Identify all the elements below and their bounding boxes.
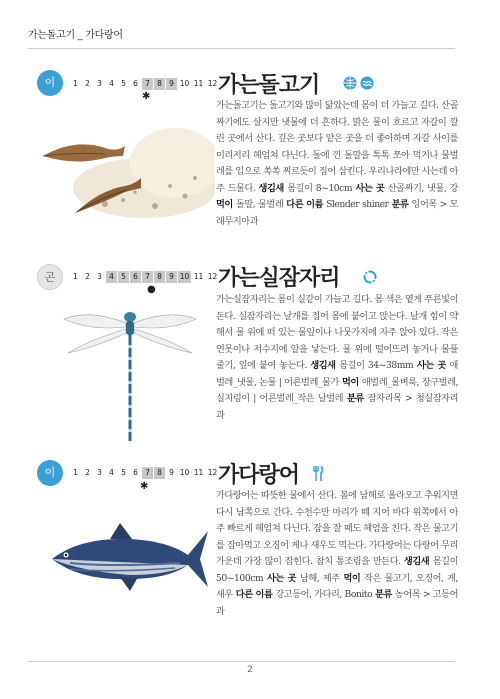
fact-value: 산골짜기, 냇물, 강 [387,182,458,194]
month-12: 12 [207,79,218,88]
fact-value: 작은 물고기, 오징어, 게, 새우 [216,572,458,600]
fact-key: 먹이 [338,376,362,388]
month-10: 10 [179,272,190,281]
spawn-mark-icon: ✱ [142,91,151,102]
entry-title: 가는실잠자리 [218,266,340,291]
month-1: 1 [73,272,78,281]
month-5: 5 [118,271,129,283]
entry-description: 가는돌고기는 돌고기와 많이 닮았는데 몸이 더 가늘고 길다. 산골짜기에도 살지만 냇물에 더 흔하다. 맑은 물이 흐르고 자갈이 깔린 곳에서 산다. 깊은 곳보다 얕은 곳을 더 좋아하며 자갈 사이를 이리저리 헤엄쳐 다닌다. 돌에 낀 돌말을 톡톡 쪼아 먹거나 물벌레를 입으로 쏙쏙 찌르듯이 집어 삼킨다. 우리나라에만 사는데 아주 드물다. 생김새 몸길이 8~10cm 사는 곳 산골짜기, 냇물, 강 먹이 돌말, 물벌레 다른 이름 Slender shiner 분류 잉어목 > 모래무지아과 [216,100,458,227]
month-7: 7 [142,271,153,283]
footer-divider [28,661,455,662]
month-6: 6 [133,79,138,88]
month-2: 2 [85,468,90,477]
header-divider [28,48,455,49]
entry-description: 가다랑어는 따뜻한 물에서 산다. 봄에 남해로 올라오고 추워지면 다시 남쪽으로 간다. 수천수만 마리가 떼 지어 바다 위쪽에서 아주 빠르게 헤엄쳐 다닌다. 잠을 잘 때도 헤엄을 친다. 작은 물고기를 잡아먹고 오징어 게나 새우도 먹는다. 가다랑어는 다랑어 무리 가운데 가장 많이 잡힌다. 참치 통조림을 만든다. 생김새 몸길이 50~100cm 사는 곳 남해, 제주 먹이 작은 물고기, 오징어, 게, 새우 다른 이름 강고등어, 가다리, Bonito 분류 농어목 > 고등어과 [216,490,458,617]
month-12: 12 [207,468,218,477]
fact-key: 먹이 [216,199,236,210]
month-6: 6 [133,468,138,477]
gananeun-siljamjari-illustration [60,295,200,445]
fact-key: 생김새 [258,182,288,194]
fact-key: 생김새 [310,360,340,371]
month-scale [70,271,220,283]
month-4: 4 [109,79,114,88]
globe-icon [343,76,357,90]
fact-key: 생김새 [403,556,433,567]
month-9: 9 [169,468,174,477]
month-7: 7 [142,78,153,90]
fact-key: 사는 곳 [413,360,450,371]
month-9: 9 [166,78,177,90]
fact-key: 다른 이름 [283,199,327,210]
fact-value: 남해, 제주 [299,572,340,584]
fact-key: 먹이 [339,572,365,584]
month-1: 1 [73,468,78,477]
fact-value: 잠자리목 > 청실잠자리과 [216,393,458,421]
category-chip: 곤 [37,264,63,290]
running-header: 가는돌고기 _ 가다랑어 [28,30,123,41]
fact-value: Slender shiner [326,199,389,210]
fact-key: 사는 곳 [263,572,300,584]
fact-value: 잉어목 > 모래무지아과 [216,199,458,227]
fact-value: 농어목 > 고등어과 [216,589,458,617]
page-number: 2 [247,665,253,675]
month-9: 9 [166,271,177,283]
month-2: 2 [85,272,90,281]
month-3: 3 [97,468,102,477]
month-3: 3 [97,272,102,281]
gananeun-dolgogi-illustration [35,108,215,223]
month-4: 4 [109,468,114,477]
fact-key: 분류 [343,393,368,404]
month-10: 10 [179,468,190,477]
fork-knife-icon [312,466,324,481]
fact-key: 분류 [388,199,412,210]
month-2: 2 [85,79,90,88]
month-1: 1 [73,79,78,88]
month-3: 3 [97,79,102,88]
fact-value: 몸길이 50~100cm [216,556,458,584]
gadarangeo-illustration [50,515,210,600]
month-scale [70,467,220,479]
month-7: 7 [142,467,153,479]
month-scale [70,78,220,90]
spawn-mark-icon: ✱ [140,481,149,492]
fact-value: 돌말, 물벌레 [235,199,284,210]
wave-icon [360,76,374,90]
month-8: 8 [154,271,165,283]
fact-value: 애벌레_냇물, 논물 | 어른벌레_물가 [216,360,458,388]
fact-value: 몸길이 8~10cm [287,182,353,194]
month-11: 11 [193,79,204,88]
month-6: 6 [130,271,141,283]
spawn-mark-icon: ● [147,284,156,295]
fact-value: 애벌레_물벼룩, 장구벌레, 실지렁이 | 어른벌레_작은 날벌레 [216,376,458,404]
month-11: 11 [193,468,204,477]
fact-value: 강고등어, 가다리, Bonito [275,589,373,600]
month-10: 10 [179,79,190,88]
fact-key: 다른 이름 [232,589,276,600]
fact-value: 몸길이 34~38mm [339,360,414,371]
category-chip: 이 [37,70,63,96]
fact-key: 사는 곳 [352,182,388,194]
month-8: 8 [154,467,165,479]
entry-title: 가다랑어 [218,463,300,488]
entry-title: 가는돌고기 [218,73,320,98]
month-8: 8 [154,78,165,90]
fact-key: 분류 [372,589,395,600]
month-5: 5 [121,79,126,88]
month-12: 12 [207,272,218,281]
category-chip: 이 [37,460,63,486]
cycle-icon [363,270,377,284]
month-4: 4 [106,271,117,283]
entry-description: 가는실잠자리는 몸이 실같이 가늘고 길다. 몸 색은 옅게 푸른빛이 돈다. 실잠자리는 날개를 접어 몸에 붙이고 앉는다. 날개 힘이 약해서 물 위에 떠 있는 물잎이나 나뭇가지에 자주 앉아 있다. 작은 연못이나 저수지에 알을 낳는다. 물 위에 떨어뜨려 놓거나 물풀 줄기, 잎에 붙여 놓는다. 생김새 몸길이 34~38mm 사는 곳 애벌레_냇물, 논물 | 어른벌레_물가 먹이 애벌레_물벼룩, 장구벌레, 실지렁이 | 어른벌레_작은 날벌레 분류 잠자리목 > 청실잠자리과 [216,294,458,421]
month-11: 11 [193,272,204,281]
month-5: 5 [121,468,126,477]
